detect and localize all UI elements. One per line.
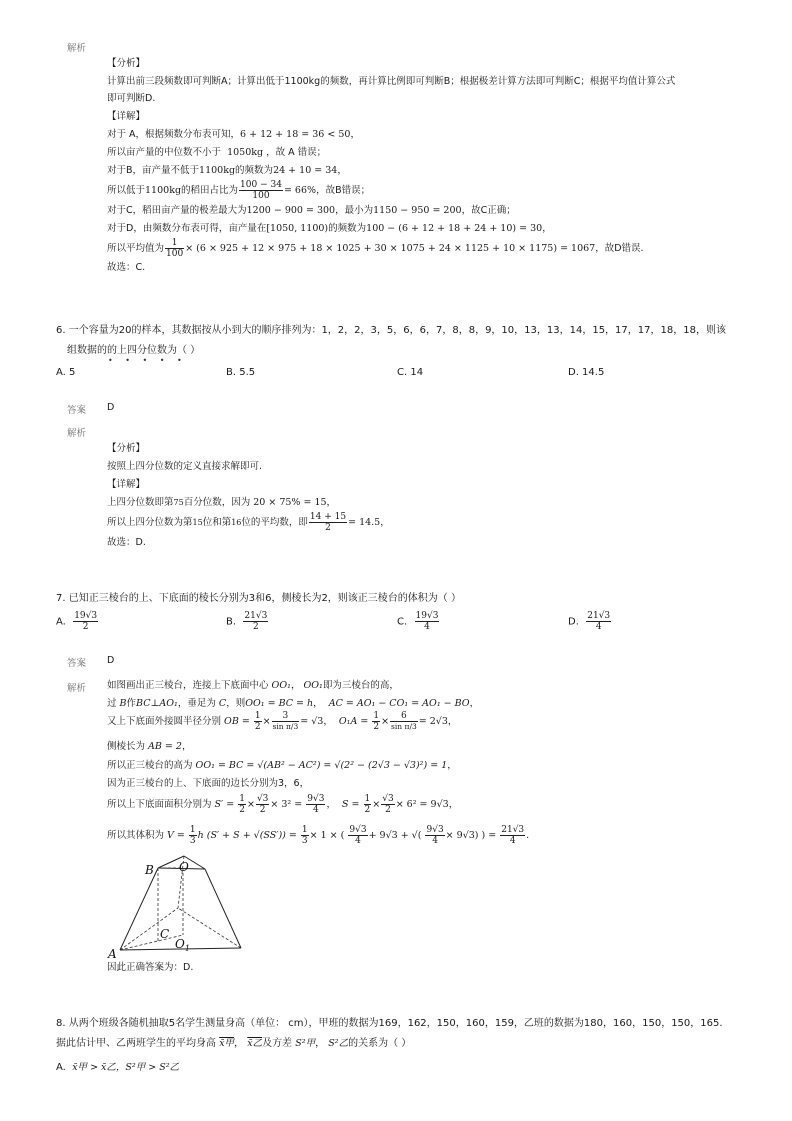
solution-line: 对于C，稻田亩产量的极差最大为1200 − 900 = 300，最小为1150 − 950 = 200，故C正确； [107,205,516,216]
fenxi-text: 计算出前三段频数即可判断A；计算出低于1100kg的频数，再计算比例即可判断B；根据极差计算方法即可判断C；根据平均值计算公式 [107,76,676,87]
xiangjie-heading: 【详解】 [107,111,146,122]
label-b: B [145,863,154,877]
solution-line: 上四分位数即第75百分位数，因为 20 × 75% = 15， [107,497,337,508]
fenxi-text: 即可判断D. [107,93,156,104]
jiexi-label: 解析 [67,428,87,439]
label-a: A [108,947,117,960]
label-o1: $O_1$ [175,937,190,953]
solution-line: 对于 A，根据频数分布表可知，6 + 12 + 18 = 36 < 50， [107,129,360,140]
option-d[interactable]: D. 14.5 [568,367,605,378]
question-stem: 8. 从两个班级各随机抽取5名学生测量身高（单位： cm），甲班的数据为169，162，150，160，159，乙班的数据为180，160，150，150，165. [56,1018,723,1029]
solution-line: 如图画出正三棱台，连接上下底面中心 OO₁， OO₁即为三棱台的高， [107,680,399,691]
solution-line: 过 B作BC⊥AO₁，垂足为 C，则OO₁ = BC = h， AC = AO₁ − CO₁ = AO₁ − BO， [107,698,480,709]
option-a[interactable]: A. x̄甲 > x̄乙，S²甲 > S²乙 [56,1062,180,1073]
answer-choice-line: 故选：C. [107,262,146,273]
solution-line: 因为正三棱台的上、下底面的边长分别为3，6， [107,778,310,789]
option-a[interactable]: A. 5 [56,367,76,378]
hidden-bottom-edge [120,908,178,950]
emphasis-dots: • • • • • [108,356,187,365]
question-stem: 6. 一个容量为20的样本，其数据按从小到大的顺序排列为：1，2，2，3，5，6，6，7，8，8，9，10，13，13，14，15，17，17，18，18，则该 [56,325,726,336]
answer-value: D [107,402,115,413]
answer-value: D [107,655,115,666]
option-c[interactable]: C. $\frac{19√3}{4}$ [397,611,439,632]
option-b[interactable]: B. $\frac{21√3}{2}$ [226,611,268,632]
daan-label: 答案 [67,405,87,416]
answer-choice-line: 故选：D. [107,537,146,548]
segment-ao1 [120,935,183,950]
solution-line: 所以其体积为 V = $\frac{1}{3}$ h (S′ + S + √(SS′)) = $\frac{1}{3}$ × 1 × ( $\frac{9√3}{4}$ + 9√3 + √( $\frac{9√3}{4}$ × 9√3) ) = $\frac{21√3}{4}$ . [107,825,530,846]
conclusion-line: 因此正确答案为：D. [107,962,194,973]
xiangjie-heading: 【详解】 [107,479,146,490]
solution-line: 所以上下底面面积分别为 S′ = $\frac{1}{2}$ × $\frac{√3}{2}$ × 3² = $\frac{9√3}{4}$ ， S = $\frac{1}{2}$ × $\frac{√3}{2}$ × 6² = 9√3， [107,794,459,815]
jiexi-label: 解析 [67,43,87,54]
solution-line: 所以正三棱台的高为 OO₁ = BC = √(AB² − AC²) = √(2² − (2√3 − √3)²) = 1， [107,760,457,771]
solution-line: 所以平均值为 $\frac{1}{100}$ × (6 × 925 + 12 × 975 + 18 × 1025 + 30 × 1075 + 24 × 1125 + 10 × 1175) = 1067，故D错误. [107,238,644,259]
solution-line: 又上下底面外接圆半径分别 OB = $\frac{1}{2}$ × $\frac{3}{\text{sin π/3}}$ = √3， O₁A = $\frac{1}{2}$ × $\frac{6}{\text{sin π/3}}$ = 2√3， [107,711,458,732]
frustum-figure [105,850,250,960]
solution-line: 所以低于1100kg的稻田占比为 $\frac{100 - 34}{100}$ = 66%，故B错误； [107,180,371,201]
fenxi-text: 按照上四分位数的定义直接求解即可. [107,461,263,472]
label-c: C [160,927,170,941]
solution-line: 所以亩产量的中位数不小于 1050kg ，故 A 错误； [107,147,327,158]
solution-line: 对于B，亩产量不低于1100kg的频数为24 + 10 = 34， [107,165,347,176]
jiexi-label: 解析 [67,683,87,694]
solution-line: 侧棱长为 AB = 2， [107,741,192,752]
question-stem: 7. 已知正三棱台的上、下底面的棱长分别为3和6，侧棱长为2，则该正三棱台的体积为（ ） [56,593,461,604]
lateral-edge-ab [120,868,158,950]
daan-label: 答案 [67,658,87,669]
question-stem: 据此估计甲、乙两班学生的平均身高 x̄甲， x̄乙及方差 S²甲， S²乙的关系为（ ） [56,1038,412,1049]
option-c[interactable]: C. 14 [397,367,424,378]
solution-line: 对于D，由频数分布表可得，亩产量在[1050, 1100)的频数为100 − (6 + 12 + 18 + 24 + 10) = 30， [107,223,552,234]
fenxi-heading: 【分析】 [107,58,146,69]
option-d[interactable]: D. $\frac{21√3}{4}$ [568,611,611,632]
option-a[interactable]: A. $\frac{19√3}{2}$ [56,611,98,632]
question-stem: 组数据的的上四分位数为（ ） [67,345,201,356]
fenxi-heading: 【分析】 [107,443,146,454]
solution-line: 所以上四分位数为第15位和第16位的平均数，即 $\frac{14 + 15}{2}$ = 14.5， [107,512,390,533]
label-o: O [179,860,189,874]
option-b[interactable]: B. 5.5 [226,367,256,378]
